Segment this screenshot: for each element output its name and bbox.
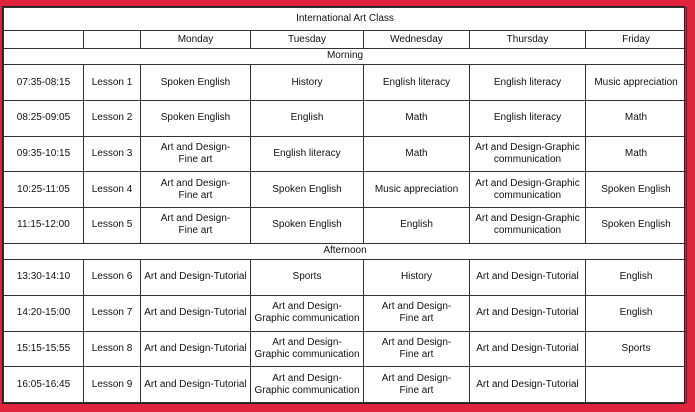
subject-text: Art and Design-	[272, 336, 342, 348]
lesson-number-cell: Lesson 9	[84, 367, 141, 403]
subject-cell	[586, 100, 687, 136]
subject-cell	[470, 65, 586, 101]
title-row	[4, 8, 687, 31]
header-blank-time	[4, 31, 84, 48]
subject-text: communication	[493, 225, 562, 237]
subject-cell	[470, 295, 586, 331]
subject-text: English	[400, 219, 433, 231]
lesson-row	[4, 331, 687, 367]
lesson-number-cell: Lesson 7	[84, 295, 141, 331]
subject-text: Art and Design-	[381, 336, 452, 348]
lesson-row	[4, 295, 687, 331]
subject-text: communication	[493, 153, 562, 165]
subject-text: Spoken English	[272, 183, 342, 195]
subject-text: Art and Design-	[160, 177, 231, 189]
subject-cell	[141, 295, 251, 331]
subject-cell	[141, 172, 251, 208]
subject-cell	[251, 65, 364, 101]
subject-cell	[586, 172, 687, 208]
subject-cell	[364, 260, 470, 296]
subject-text: Sports	[621, 342, 651, 354]
subject-cell	[364, 208, 470, 244]
subject-cell	[470, 367, 586, 403]
lesson-row	[4, 172, 687, 208]
subject-text: Art and Design-	[160, 141, 231, 153]
subject-cell	[364, 100, 470, 136]
subject-text: Spoken English	[160, 76, 231, 88]
lesson-row	[4, 65, 687, 101]
subject-cell	[364, 65, 470, 101]
subject-cell	[364, 172, 470, 208]
subject-text: Fine art	[399, 348, 434, 360]
subject-cell	[141, 260, 251, 296]
subject-text: Art and Design-Graphic	[475, 213, 580, 225]
section-row	[4, 243, 687, 259]
subject-text: History	[291, 76, 323, 88]
subject-cell	[251, 295, 364, 331]
time-cell: 13:30-14:10	[4, 260, 84, 296]
subject-text: Art and Design-	[272, 301, 342, 313]
subject-text: Art and Design-Tutorial	[476, 307, 579, 319]
subject-text: Art and Design-Tutorial	[144, 342, 247, 354]
subject-cell	[470, 136, 586, 172]
day-header: Wednesday	[364, 31, 470, 48]
subject-text: Fine art	[399, 313, 434, 325]
subject-cell	[141, 367, 251, 403]
day-header-row	[4, 31, 687, 48]
subject-text: Art and Design-	[160, 213, 231, 225]
time-cell: 14:20-15:00	[4, 295, 84, 331]
lesson-row	[4, 260, 687, 296]
subject-text: Art and Design-Tutorial	[476, 342, 579, 354]
subject-text: Math	[624, 112, 648, 124]
subject-text: Art and Design-Tutorial	[144, 307, 247, 319]
lesson-row	[4, 136, 687, 172]
subject-text: Sports	[292, 271, 322, 283]
subject-cell	[251, 136, 364, 172]
subject-text: Graphic communication	[254, 348, 360, 360]
subject-text: Music appreciation	[374, 183, 459, 195]
subject-text: Graphic communication	[254, 384, 360, 396]
subject-text: Spoken English	[160, 112, 231, 124]
lesson-number-cell: Lesson 5	[84, 208, 141, 244]
subject-cell	[470, 172, 586, 208]
subject-text: English	[619, 271, 653, 283]
section-label: Morning	[4, 48, 687, 64]
lesson-number-cell: Lesson 1	[84, 65, 141, 101]
subject-cell	[251, 331, 364, 367]
subject-cell	[470, 260, 586, 296]
subject-text: communication	[493, 189, 562, 201]
subject-text: Fine art	[178, 189, 213, 201]
subject-text: Fine art	[178, 225, 213, 237]
subject-cell	[364, 331, 470, 367]
time-cell: 07:35-08:15	[4, 65, 84, 101]
subject-cell	[251, 367, 364, 403]
subject-cell	[586, 295, 687, 331]
subject-text: English literacy	[493, 76, 562, 88]
subject-text: Math	[624, 147, 648, 159]
time-cell: 11:15-12:00	[4, 208, 84, 244]
day-header: Thursday	[470, 31, 586, 48]
subject-cell	[586, 367, 687, 403]
lesson-row	[4, 367, 687, 403]
timetable-sheet	[2, 6, 685, 404]
subject-text: Math	[405, 112, 428, 124]
timetable	[3, 7, 687, 403]
subject-text: English	[290, 112, 324, 124]
subject-text: Art and Design-Graphic	[475, 141, 580, 153]
lesson-number-cell: Lesson 4	[84, 172, 141, 208]
subject-cell	[586, 260, 687, 296]
subject-text: Graphic communication	[254, 313, 360, 325]
subject-cell	[470, 331, 586, 367]
subject-cell	[364, 367, 470, 403]
subject-text: Fine art	[399, 384, 434, 396]
lesson-row	[4, 100, 687, 136]
subject-cell	[141, 65, 251, 101]
subject-cell	[141, 331, 251, 367]
day-header: Tuesday	[251, 31, 364, 48]
page-title: International Art Class	[4, 8, 687, 31]
subject-cell	[251, 100, 364, 136]
subject-text: Art and Design-Tutorial	[144, 271, 247, 283]
subject-text: Art and Design-Tutorial	[476, 378, 579, 390]
subject-text: Fine art	[178, 153, 213, 165]
subject-cell	[251, 208, 364, 244]
lesson-number-cell: Lesson 2	[84, 100, 141, 136]
subject-cell	[364, 136, 470, 172]
subject-cell	[141, 100, 251, 136]
subject-text: English literacy	[493, 112, 562, 124]
subject-cell	[141, 208, 251, 244]
subject-text: English literacy	[273, 147, 341, 159]
section-label: Afternoon	[4, 243, 687, 259]
subject-text: Music appreciation	[594, 76, 678, 88]
subject-cell	[470, 100, 586, 136]
subject-cell	[141, 136, 251, 172]
subject-cell	[251, 260, 364, 296]
subject-cell	[251, 172, 364, 208]
lesson-number-cell: Lesson 6	[84, 260, 141, 296]
time-cell: 08:25-09:05	[4, 100, 84, 136]
subject-text: Art and Design-Graphic	[475, 177, 580, 189]
subject-text: English	[619, 307, 653, 319]
header-blank-lesson	[84, 31, 141, 48]
subject-text: Art and Design-Tutorial	[144, 378, 247, 390]
subject-text: English literacy	[382, 76, 451, 88]
day-header: Friday	[586, 31, 687, 48]
day-header: Monday	[141, 31, 251, 48]
subject-cell	[470, 208, 586, 244]
subject-text: Spoken English	[601, 219, 671, 231]
subject-text: Art and Design-	[381, 301, 452, 313]
lesson-row	[4, 208, 687, 244]
time-cell: 09:35-10:15	[4, 136, 84, 172]
time-cell: 16:05-16:45	[4, 367, 84, 403]
subject-cell	[364, 295, 470, 331]
time-cell: 10:25-11:05	[4, 172, 84, 208]
time-cell: 15:15-15:55	[4, 331, 84, 367]
subject-text: Spoken English	[272, 219, 342, 231]
subject-cell	[586, 136, 687, 172]
subject-text: Spoken English	[601, 183, 671, 195]
subject-text: Math	[405, 147, 428, 159]
lesson-number-cell: Lesson 3	[84, 136, 141, 172]
section-row	[4, 48, 687, 64]
subject-text: Art and Design-	[272, 372, 342, 384]
lesson-number-cell: Lesson 8	[84, 331, 141, 367]
subject-cell	[586, 331, 687, 367]
subject-text: History	[400, 271, 433, 283]
subject-text: Art and Design-Tutorial	[476, 271, 579, 283]
subject-cell	[586, 208, 687, 244]
subject-cell	[586, 65, 687, 101]
subject-text: Art and Design-	[381, 372, 452, 384]
